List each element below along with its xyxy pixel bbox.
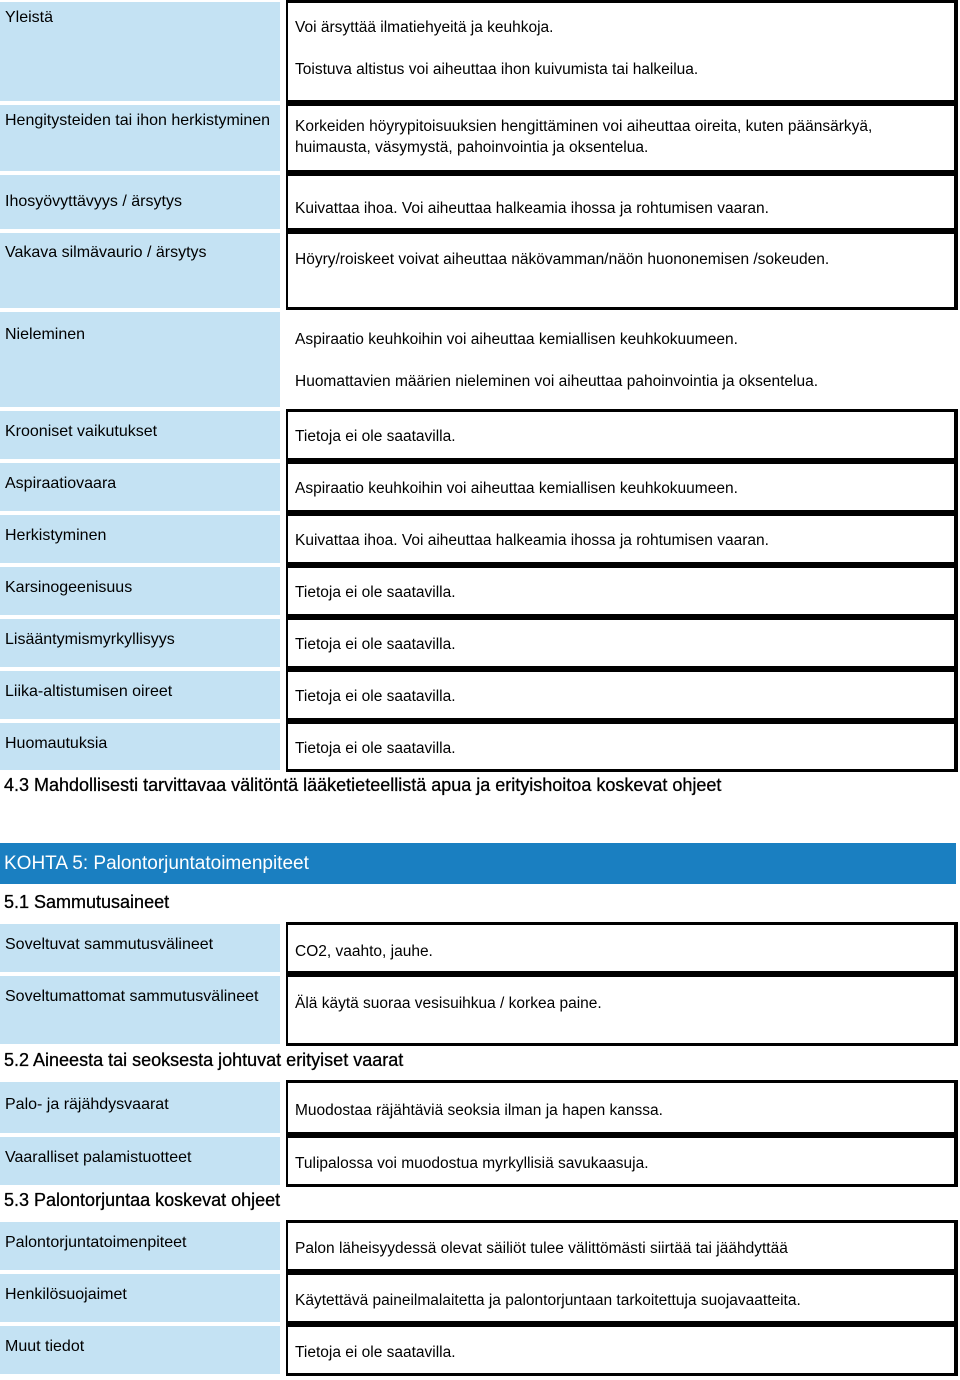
row-text: Tietoja ei ole saatavilla. [295,636,456,653]
row-value [286,922,958,974]
row-value [286,173,958,231]
row-value [286,1324,958,1376]
row-label: Henkilösuojaimet [0,1272,280,1324]
s52-row-combustion [0,1135,958,1187]
heading-4-3: 4.3 Mahdollisesti tarvittavaa välitöntä lääketieteellistä apua ja erityishoitoa koskevat ohjeet [4,775,722,795]
row-text: Käytettävä paineilmalaitetta ja palontorjuntaan tarkoitettuja suojavaatteita. [295,1292,801,1309]
row-text: Älä käytä suoraa vesisuihkua / korkea paine. [295,995,602,1012]
row-label: Vakava silmävaurio / ärsytys [0,231,280,310]
row-text: Huomattavien määrien nieleminen voi aiheuttaa pahoinvointia ja oksentelua. [295,373,819,390]
row-label: Palo- ja räjähdysvaarat [0,1080,280,1135]
section-5-title: KOHTA 5: Palontorjuntatoimenpiteet [0,843,956,884]
row-value [286,103,958,173]
s51-row-suitable [0,922,958,974]
tox-row-reproductive [0,617,958,669]
row-value [286,565,958,617]
row-text: Voi ärsyttää ilmatiehyeitä ja keuhkoja. [295,19,554,36]
heading-5-2: 5.2 Aineesta tai seoksesta johtuvat erityiset vaarat [4,1050,404,1070]
row-text: Aspiraatio keuhkoihin voi aiheuttaa kemiallisen keuhkokuumeen. [295,331,738,348]
row-value [286,231,958,310]
row-text: Palon läheisyydessä olevat säiliöt tulee välittömästi siirtää tai jäähdyttää [295,1240,788,1257]
row-text: Kuivattaa ihoa. Voi aiheuttaa halkeamia ihossa ja rohtumisen vaaran. [295,532,769,549]
row-text: Tietoja ei ole saatavilla. [295,584,456,601]
row-text: Kuivattaa ihoa. Voi aiheuttaa halkeamia ihossa ja rohtumisen vaaran. [295,200,769,217]
tox-row-remarks [0,721,958,772]
row-text: CO2, vaahto, jauhe. [295,943,433,960]
row-label: Nieleminen [0,310,280,409]
s53-row-firefighting [0,1220,958,1272]
row-label: Yleistä [0,0,280,103]
row-value [286,669,958,721]
row-label: Herkistyminen [0,513,280,565]
row-label: Soveltumattomat sammutusvälineet [0,974,280,1046]
tox-row-chronic [0,409,958,461]
row-value [286,0,958,103]
row-value [286,1135,958,1187]
heading-5-1: 5.1 Sammutusaineet [4,892,170,912]
row-label: Lisääntymismyrkyllisyys [0,617,280,669]
row-value [286,1272,958,1324]
row-label: Aspiraatiovaara [0,461,280,513]
s53-row-other [0,1324,958,1376]
row-text: Aspiraatio keuhkoihin voi aiheuttaa kemiallisen keuhkokuumeen. [295,480,738,497]
row-text: Toistuva altistus voi aiheuttaa ihon kuivumista tai halkeilua. [295,61,699,78]
s53-row-protective [0,1272,958,1324]
row-value [286,310,958,409]
tox-row-ingestion [0,310,958,409]
row-label: Ihosyövyttävyys / ärsytys [0,173,280,231]
row-label: Palontorjuntatoimenpiteet [0,1220,280,1272]
row-label: Huomautuksia [0,721,280,772]
row-label: Hengitysteiden tai ihon herkistyminen [0,103,280,173]
row-text: Höyry/roiskeet voivat aiheuttaa näkövamman/näön huononemisen /sokeuden. [295,251,830,268]
row-label: Karsinogeenisuus [0,565,280,617]
tox-row-skin [0,173,958,231]
row-text: Tietoja ei ole saatavilla. [295,1344,456,1361]
row-label: Muut tiedot [0,1324,280,1376]
tox-row-sensitisation [0,103,958,173]
tox-row-general [0,0,958,103]
row-label: Soveltuvat sammutusvälineet [0,922,280,974]
tox-row-overexposure [0,669,958,721]
row-value [286,721,958,772]
row-text: Tulipalossa voi muodostua myrkyllisiä savukaasuja. [295,1155,649,1172]
s52-row-fire-explosion [0,1080,958,1135]
tox-row-eye [0,231,958,310]
tox-row-carcinogenicity [0,565,958,617]
row-value [286,461,958,513]
row-text: Muodostaa räjähtäviä seoksia ilman ja hapen kanssa. [295,1102,663,1119]
row-label: Krooniset vaikutukset [0,409,280,461]
row-value [286,1220,958,1272]
row-text: Tietoja ei ole saatavilla. [295,428,456,445]
row-value [286,1080,958,1135]
row-text: Tietoja ei ole saatavilla. [295,688,456,705]
row-value [286,974,958,1046]
row-text: Korkeiden höyrypitoisuuksien hengittäminen voi aiheuttaa oireita, kuten päänsärkyä, huimausta, väsymystä, pahoinvointia ja oksentelua. [295,118,873,156]
row-label: Vaaralliset palamistuotteet [0,1135,280,1187]
row-value [286,513,958,565]
heading-5-3: 5.3 Palontorjuntaa koskevat ohjeet [4,1190,281,1210]
row-label: Liika-altistumisen oireet [0,669,280,721]
tox-row-aspiration [0,461,958,513]
row-text: Tietoja ei ole saatavilla. [295,740,456,757]
row-value [286,409,958,461]
tox-row-sensitization [0,513,958,565]
s51-row-unsuitable [0,974,958,1046]
row-value [286,617,958,669]
